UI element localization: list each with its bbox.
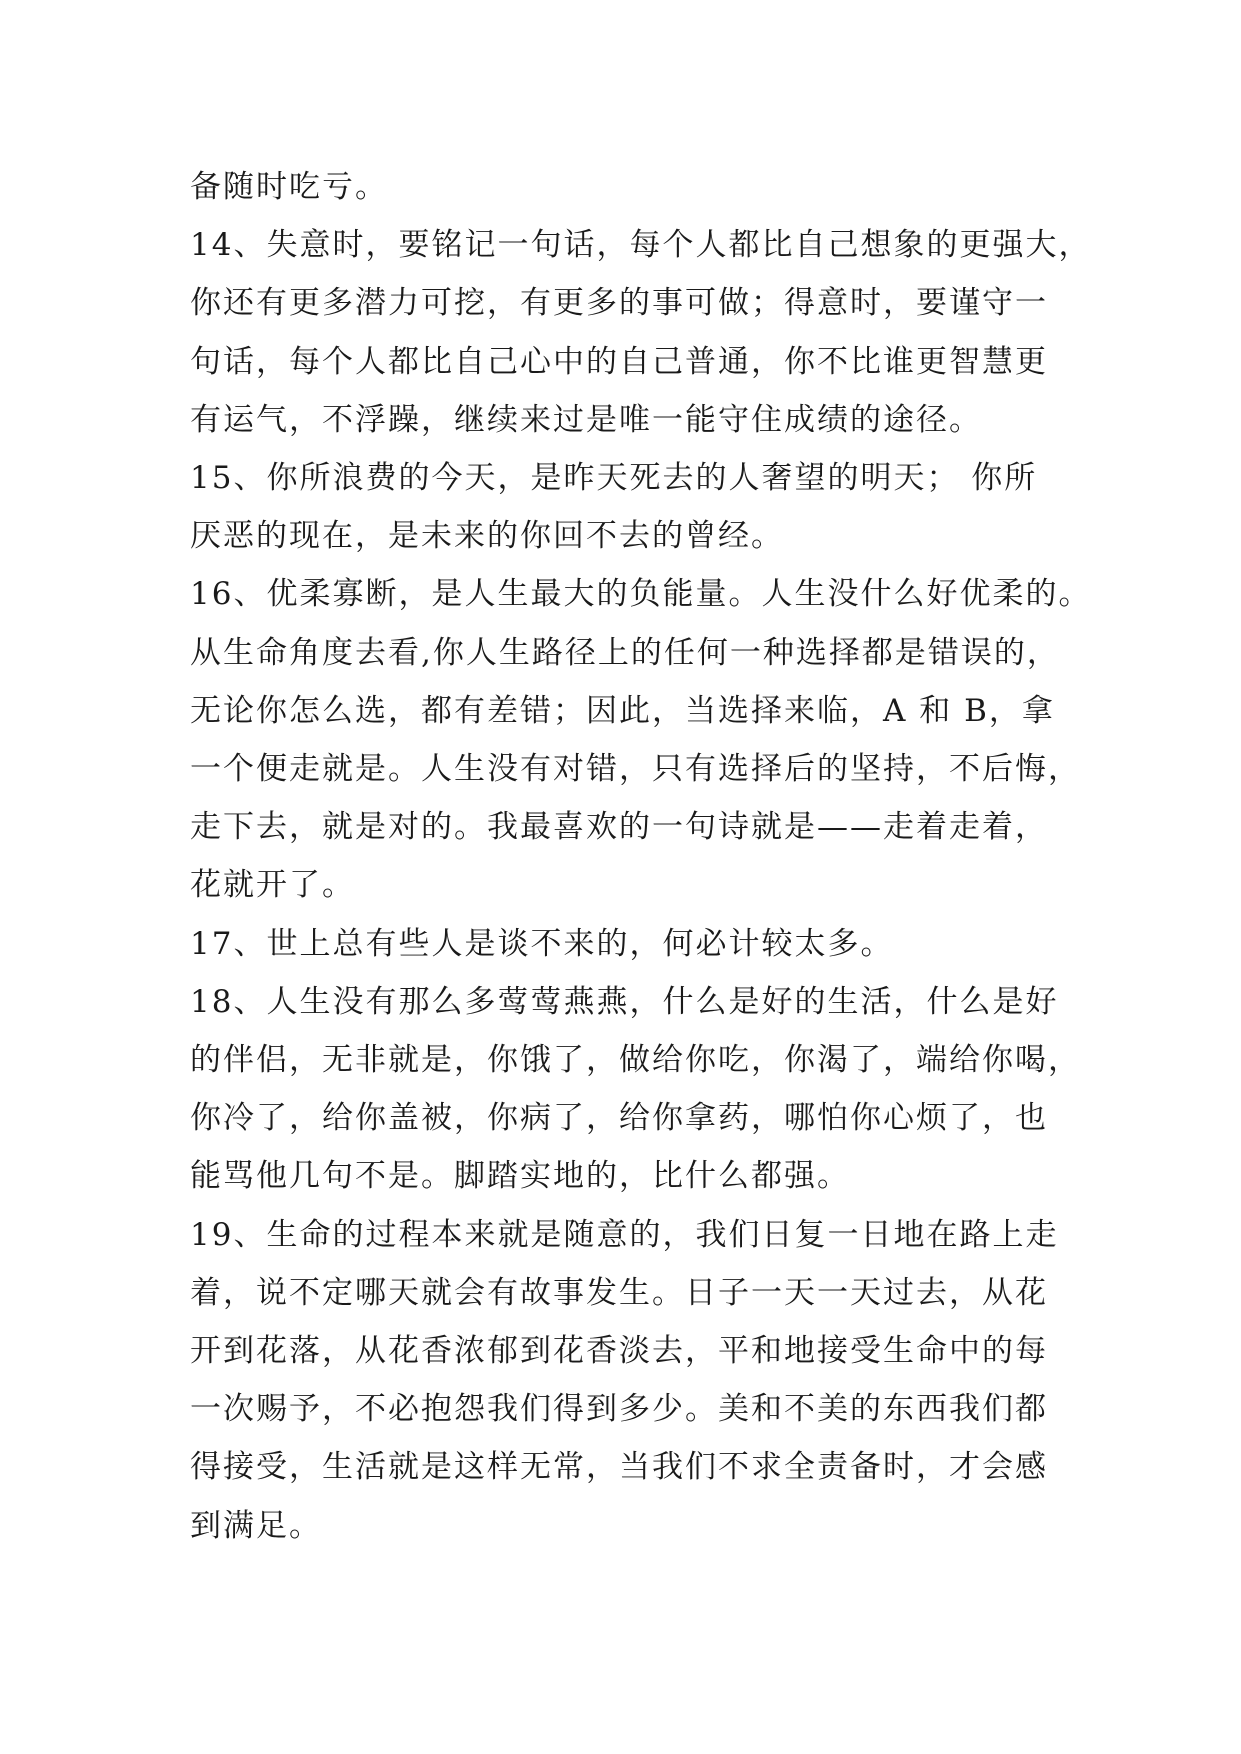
text-line-14: 17、世上总有些人是谈不来的，何必计较太多。: [190, 925, 894, 962]
body-text: [190, 158, 1092, 1555]
text-line-7: 厌恶的现在，是未来的你回不去的曾经。: [190, 518, 784, 555]
text-line-19: 19、生命的过程本来就是随意的，我们日复一日地在路上走: [190, 1216, 1059, 1253]
text-line-17: 你冷了，给你盖被，你病了，给你拿药，哪怕你心烦了，也: [190, 1100, 1048, 1137]
text-line-12: 走下去，就是对的。我最喜欢的一句诗就是——走着走着，: [190, 809, 1048, 846]
text-line-10: 无论你怎么选，都有差错；因此，当选择来临，A 和 B，拿: [190, 692, 1055, 729]
text-line-24: 到满足。: [190, 1507, 322, 1544]
text-line-16: 的伴侣，无非就是，你饿了，做给你吃，你渴了，端给你喝，: [190, 1042, 1081, 1079]
text-line-4: 句话，每个人都比自己心中的自己普通，你不比谁更智慧更: [190, 343, 1048, 380]
text-line-23: 得接受，生活就是这样无常，当我们不求全责备时，才会感: [190, 1449, 1048, 1486]
text-line-22: 一次赐予，不必抱怨我们得到多少。美和不美的东西我们都: [190, 1391, 1048, 1428]
text-line-8: 16、优柔寡断，是人生最大的负能量。人生没什么好优柔的。: [190, 576, 1092, 613]
text-line-18: 能骂他几句不是。脚踏实地的，比什么都强。: [190, 1158, 850, 1195]
text-line-1: 备随时吃亏。: [190, 169, 388, 205]
text-line-11: 一个便走就是。人生没有对错，只有选择后的坚持，不后悔，: [190, 751, 1081, 788]
text-line-6: 15、你所浪费的今天，是昨天死去的人奢望的明天； 你所: [190, 460, 1038, 497]
text-line-9: 从生命角度去看,你人生路径上的任何一种选择都是错误的，: [190, 634, 1060, 671]
text-line-13: 花就开了。: [190, 867, 355, 904]
text-line-2: 14、失意时，要铭记一句话，每个人都比自己想象的更强大，: [190, 227, 1092, 264]
text-line-21: 开到花落，从花香浓郁到花香淡去，平和地接受生命中的每: [190, 1333, 1048, 1370]
text-line-3: 你还有更多潜力可挖，有更多的事可做；得意时，要谨守一: [190, 285, 1048, 322]
text-line-5: 有运气，不浮躁，继续来过是唯一能守住成绩的途径。: [190, 401, 982, 438]
text-line-20: 着，说不定哪天就会有故事发生。日子一天一天过去，从花: [190, 1274, 1048, 1311]
text-line-15: 18、人生没有那么多莺莺燕燕，什么是好的生活，什么是好: [190, 983, 1059, 1020]
